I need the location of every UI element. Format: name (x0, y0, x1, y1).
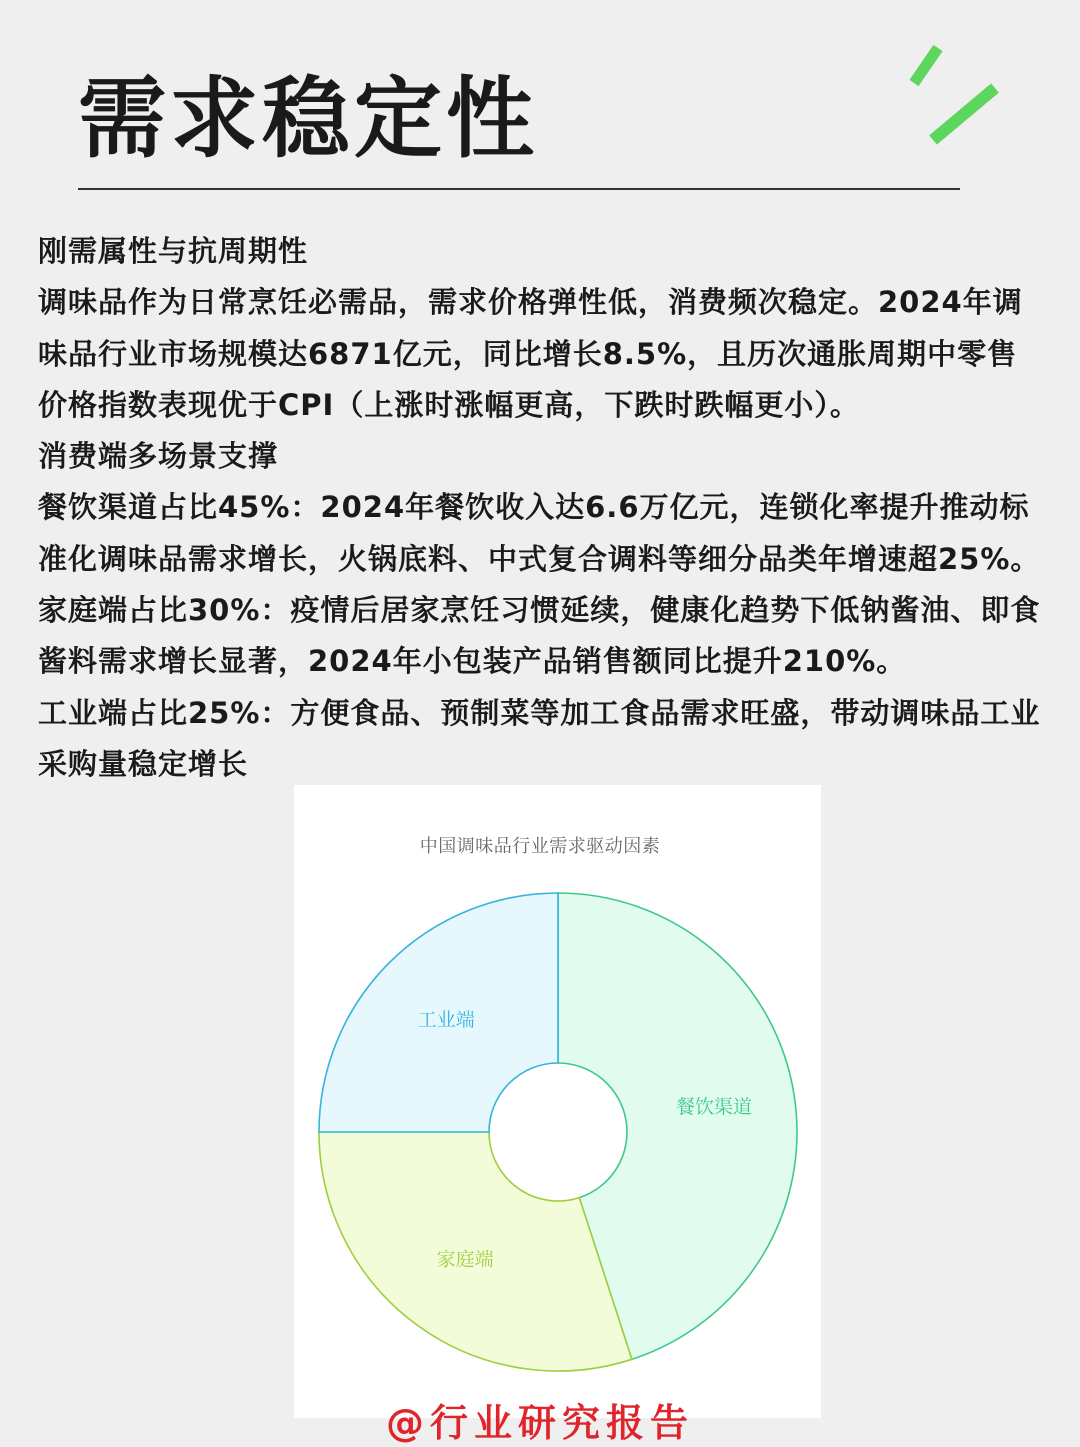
donut-slice-label-1: 家庭端 (436, 1248, 494, 1271)
paragraph-line: 采购量稳定增长 (38, 746, 249, 781)
paragraph-line: 工业端占比25%：方便食品、预制菜等加工食品需求旺盛，带动调味品工业 (38, 695, 1041, 730)
paragraph-line: 价格指数表现优于CPI（上涨时涨幅更高，下跌时跌幅更小）。 (38, 387, 860, 422)
page-title: 需求稳定性 (78, 67, 539, 170)
chart-card (294, 785, 821, 1418)
paragraph-line: 家庭端占比30%：疫情后居家烹饪习惯延续，健康化趋势下低钠酱油、即食 (38, 593, 1041, 628)
paragraph-line: 餐饮渠道占比45%：2024年餐饮收入达6.6万亿元，连锁化率提升推动标 (38, 490, 1030, 525)
chart-title: 中国调味品行业需求驱动因素 (419, 836, 661, 857)
donut-chart (294, 785, 821, 1418)
watermark: @行业研究报告 (385, 1401, 694, 1445)
title-divider (78, 188, 960, 190)
section-heading-consumption: 消费端多场景支撑 (38, 439, 279, 474)
section-heading-rigid-demand: 刚需属性与抗周期性 (38, 234, 309, 268)
donut-slice-label-0: 餐饮渠道 (676, 1095, 753, 1118)
donut-slice-label-2: 工业端 (417, 1008, 475, 1031)
paragraph-line: 准化调味品需求增长，火锅底料、中式复合调料等细分品类年增速超25%。 (38, 541, 1041, 576)
paragraph-line: 酱料需求增长显著，2024年小包装产品销售额同比提升210%。 (38, 644, 907, 679)
slash-decoration-icon (900, 38, 1010, 148)
body-text (38, 226, 1078, 790)
paragraph-line: 味品行业市场规模达6871亿元，同比增长8.5%，且历次通胀周期中零售 (38, 336, 1018, 371)
paragraph-line: 调味品作为日常烹饪必需品，需求价格弹性低，消费频次稳定。2024年调 (38, 285, 1023, 320)
